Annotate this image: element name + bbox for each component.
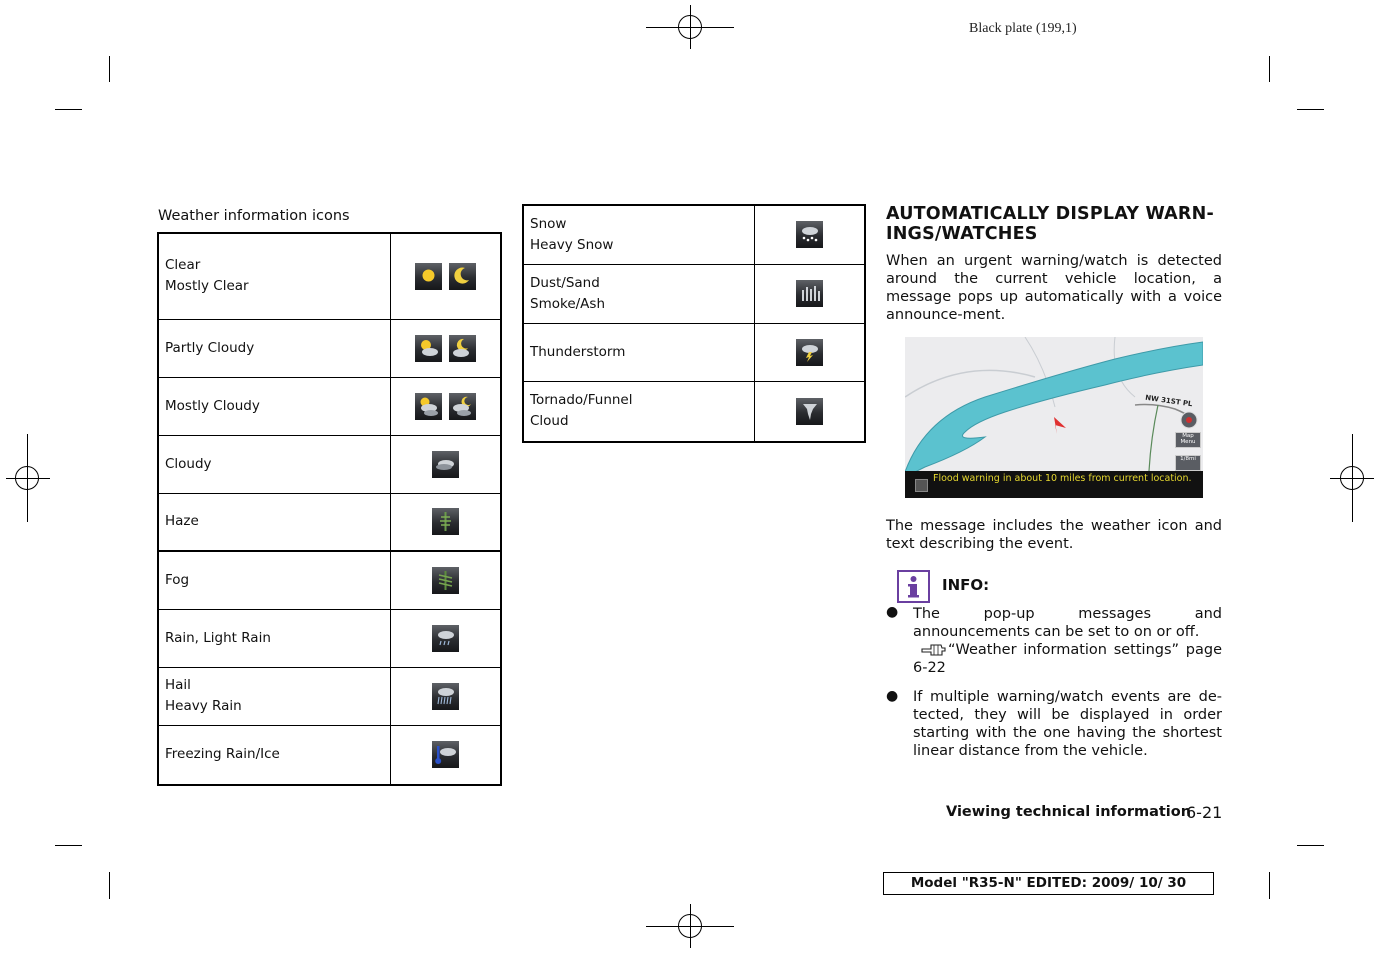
plate-label: Black plate (199,1) [969, 21, 1077, 36]
icon-cell [390, 435, 501, 493]
icon-cell [390, 667, 501, 725]
page-number: 6-21 [1186, 803, 1223, 822]
weather-warning-icon [915, 479, 928, 492]
info-bullet: If multiple warning/watch events are de-tected, they will be displayed in order starting with the one having the shortest linear distance from the vehicle. [913, 689, 1222, 759]
table-row [158, 377, 501, 435]
table-row [158, 493, 501, 551]
moon-cloud-icon [449, 335, 476, 362]
heavy-rain-icon [432, 683, 459, 710]
icon-cell [754, 264, 865, 323]
footer-section-title: Viewing technical information [946, 804, 1192, 820]
bullet-marker: ● [886, 688, 899, 704]
cloud-icon [432, 451, 459, 478]
condition-label: Snow Heavy Snow [523, 205, 754, 264]
condition-label: Haze [158, 493, 390, 551]
map-menu-button[interactable]: Map Menu [1175, 432, 1201, 448]
condition-label: Clear Mostly Clear [158, 233, 390, 319]
icon-cell [390, 551, 501, 609]
after-image-paragraph: The message includes the weather icon and text describing the event. [886, 518, 1222, 552]
scale-button[interactable]: 1/8mi [1175, 455, 1201, 471]
condition-label: Cloudy [158, 435, 390, 493]
thunderstorm-icon [796, 339, 823, 366]
reference-hand-icon [920, 641, 946, 657]
table-row [523, 381, 865, 442]
condition-label: Fog [158, 551, 390, 609]
table-caption: Weather information icons [158, 208, 350, 224]
model-stamp: Model "R35-N" EDITED: 2009/ 10/ 30 [883, 872, 1214, 895]
tornado-icon [796, 398, 823, 425]
sun-clouds-icon [415, 393, 442, 420]
info-bullet [913, 605, 1222, 677]
road-label: NW 31ST PL [1144, 393, 1193, 409]
haze-icon [432, 508, 459, 535]
dust-icon [796, 280, 823, 307]
icon-cell [390, 725, 501, 785]
banner-text: Flood warning in about 10 miles from current location. [933, 473, 1192, 484]
weather-table-right [522, 204, 866, 443]
moon-icon [449, 263, 476, 290]
icon-cell [390, 493, 501, 551]
condition-label: Dust/Sand Smoke/Ash [523, 264, 754, 323]
icon-cell [390, 233, 501, 319]
table-row [158, 319, 501, 377]
condition-label: Hail Heavy Rain [158, 667, 390, 725]
icon-cell [390, 319, 501, 377]
rain-icon [432, 625, 459, 652]
navigation-screen [905, 337, 1203, 498]
fog-icon [432, 567, 459, 594]
table-row [523, 264, 865, 323]
freezing-rain-icon [432, 741, 459, 768]
icon-cell [754, 381, 865, 442]
table-row [158, 609, 501, 667]
table-row [158, 667, 501, 725]
table-row [523, 323, 865, 381]
section-heading: AUTOMATICALLY DISPLAY WARN- INGS/WATCHES [886, 204, 1214, 244]
condition-label: Tornado/Funnel Cloud [523, 381, 754, 442]
table-row [158, 233, 501, 319]
bullet-text: The pop-up messages and announcements can be set to on or off. [913, 606, 1222, 640]
info-label: INFO: [942, 576, 990, 594]
warning-banner [905, 471, 1203, 498]
condition-label: Thunderstorm [523, 323, 754, 381]
icon-cell [754, 323, 865, 381]
page-reference: “Weather information settings” page 6-22 [913, 642, 1222, 676]
info-icon [897, 570, 930, 603]
sun-cloud-icon [415, 335, 442, 362]
icon-cell [390, 609, 501, 667]
table-row [158, 551, 501, 609]
condition-label: Mostly Cloudy [158, 377, 390, 435]
condition-label: Partly Cloudy [158, 319, 390, 377]
condition-label: Freezing Rain/Ice [158, 725, 390, 785]
weather-table-left [157, 232, 502, 786]
icon-cell [754, 205, 865, 264]
condition-label: Rain, Light Rain [158, 609, 390, 667]
intro-paragraph: When an urgent warning/watch is detected around the current vehicle location, a message pops up automatically with a voice announce-ment. [886, 253, 1222, 323]
moon-clouds-icon [449, 393, 476, 420]
table-row [158, 725, 501, 785]
table-row [158, 435, 501, 493]
snow-icon [796, 221, 823, 248]
table-row [523, 205, 865, 264]
sun-icon [415, 263, 442, 290]
bullet-marker: ● [886, 604, 899, 620]
icon-cell [390, 377, 501, 435]
